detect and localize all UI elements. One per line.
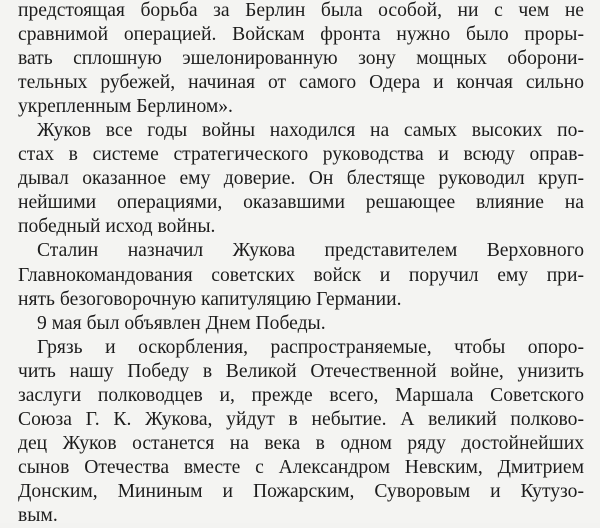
text-line: вым. xyxy=(18,504,58,526)
text-line: нейшими операциями, оказавшими решающее влияние на xyxy=(18,192,584,214)
text-line: 9 мая был объявлен Днем Победы. xyxy=(37,312,326,334)
text-line: дец Жуков останется на века в одном ряду достойнейших xyxy=(18,432,584,454)
text-line: Главнокомандования советских войск и поручил ему при- xyxy=(18,264,584,286)
text-line: победный исход войны. xyxy=(18,216,216,238)
text-line: укрепленным Берлином». xyxy=(18,96,233,118)
text-line: дывал оказанное ему доверие. Он блестяще руководил круп- xyxy=(18,168,584,190)
text-line: Союза Г. К. Жукова, уйдут в небытие. А великий полково- xyxy=(18,408,584,430)
text-line: нять безоговорочную капитуляцию Германии. xyxy=(18,288,402,310)
text-line: Грязь и оскорбления, распространяемые, чтобы опоро- xyxy=(37,336,584,358)
text-line: тельных рубежей, начиная от самого Одера и кончая сильно xyxy=(18,72,584,94)
body-text xyxy=(18,0,584,528)
paragraph xyxy=(18,119,584,239)
paragraph xyxy=(18,336,584,528)
paragraph xyxy=(18,239,584,311)
text-line: чить нашу Победу в Великой Отечественной войне, унизить xyxy=(18,360,584,382)
text-line: сравнимой операцией. Войскам фронта нужно было проры- xyxy=(18,24,584,46)
text-line: вать сплошную эшелонированную зону мощных оборони- xyxy=(18,48,584,70)
text-line: заслуги полководцев и, прежде всего, Маршала Советского xyxy=(18,384,584,406)
text-line: Жуков все годы войны находился на самых высоких по- xyxy=(37,120,584,142)
text-line: Донским, Мининым и Пожарским, Суворовым и Кутузо- xyxy=(18,480,584,502)
paragraph xyxy=(18,0,584,119)
text-line: предстоящая борьба за Берлин была особой, ни с чем не xyxy=(18,0,584,21)
text-line: Сталин назначил Жукова представителем Верховного xyxy=(37,240,584,262)
text-line: стах в системе стратегического руководства и всюду оправ- xyxy=(18,144,584,166)
paragraph xyxy=(18,312,584,336)
text-line: сынов Отечества вместе с Александром Невским, Дмитрием xyxy=(18,456,584,478)
